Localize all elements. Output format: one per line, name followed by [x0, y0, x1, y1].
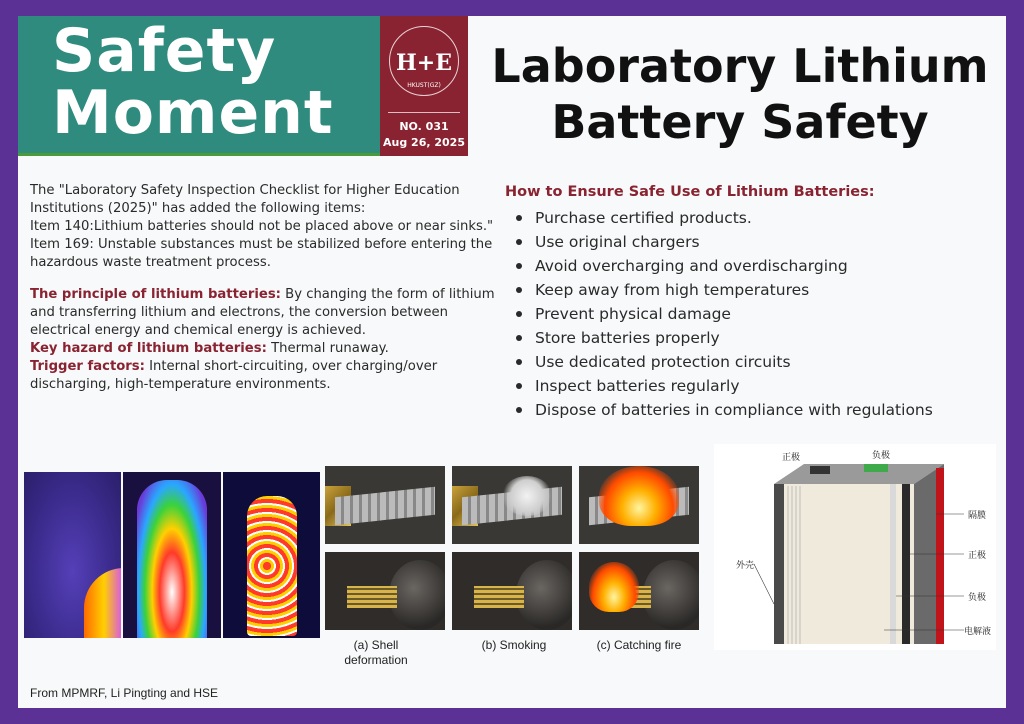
intro-text: [30, 182, 508, 394]
list-item: Purchase certified products.: [505, 206, 995, 230]
thermal-image-3: [223, 472, 320, 638]
triggers-label: Trigger factors:: [30, 359, 145, 374]
principle-paragraph: [30, 286, 508, 340]
issue-number: NO. 031: [399, 120, 449, 133]
hazard-text: Thermal runaway.: [266, 341, 389, 356]
hse-logo-sub: HKUST(GZ): [407, 82, 441, 89]
hazard-paragraph: [30, 340, 508, 358]
list-item: Inspect batteries regularly: [505, 374, 995, 398]
intro-paragraph-2: Item 140:Lithium batteries should not be placed above or near sinks.": [30, 219, 494, 234]
label-electrolyte: 电解液: [964, 627, 992, 637]
issue-date: Aug 26, 2025: [383, 136, 465, 149]
failure-photo-grid: [325, 466, 701, 636]
intro-paragraph-3: Item 169: Unstable substances must be stabilized before entering the hazardous waste treatment process.: [30, 237, 493, 270]
list-item: Use original chargers: [505, 230, 995, 254]
source-credit: From MPMRF, Li Pingting and HSE: [30, 686, 219, 700]
issue-badge: [380, 16, 468, 156]
label-positive-terminal: 正极: [782, 453, 801, 463]
banner-title: Safety Moment: [52, 16, 334, 148]
page-title-line2: Battery Safety: [551, 95, 929, 149]
triggers-paragraph: [30, 358, 508, 394]
photo-deformation-bottom: [325, 552, 445, 630]
caption-catching-fire: (c) Catching fire: [596, 638, 682, 652]
photo-fire-top: [579, 466, 699, 544]
list-item: Keep away from high temperatures: [505, 278, 995, 302]
safe-use-title: How to Ensure Safe Use of Lithium Batteries:: [505, 184, 875, 200]
label-anode: 负极: [968, 593, 987, 603]
hse-logo: H+E: [396, 50, 452, 76]
thermal-images: [24, 472, 320, 638]
principle-label: The principle of lithium batteries:: [30, 287, 281, 302]
label-separator: 隔膜: [968, 511, 987, 521]
caption-smoking: (b) Smoking: [481, 638, 547, 652]
list-item: Dispose of batteries in compliance with regulations: [505, 398, 995, 422]
hazard-label: Key hazard of lithium batteries:: [30, 341, 267, 356]
safe-use-section: [505, 184, 995, 422]
safety-poster: [18, 16, 1006, 708]
photo-deformation-top: [325, 466, 445, 544]
page-title-line1: Laboratory Lithium: [491, 39, 989, 93]
thermal-image-1: [24, 472, 121, 638]
principle-text: By changing the form of lithium and transferring lithium and electrons, the conversion between electrical energy and chemical energy is achieved.: [30, 287, 495, 338]
triggers-text: Internal short-circuiting, over charging/over discharging, high-temperature environments.: [30, 359, 438, 392]
thermal-image-2: [123, 472, 220, 638]
list-item: Avoid overcharging and overdischarging: [505, 254, 995, 278]
safe-use-list: [505, 206, 995, 422]
safety-moment-banner: [18, 16, 380, 156]
list-item: Store batteries properly: [505, 326, 995, 350]
photo-smoking-bottom: [452, 552, 572, 630]
list-item: Prevent physical damage: [505, 302, 995, 326]
battery-structure-diagram: [714, 444, 996, 650]
list-item: Use dedicated protection circuits: [505, 350, 995, 374]
photo-smoking-top: [452, 466, 572, 544]
label-shell: 外壳: [736, 561, 755, 571]
page-title: [480, 38, 1000, 150]
battery-cutaway-icon: [714, 444, 996, 650]
caption-shell-deformation: (a) Shell deformation: [344, 638, 408, 667]
label-cathode: 正极: [968, 551, 987, 561]
label-negative-terminal: 负极: [872, 451, 891, 461]
photo-fire-bottom: [579, 552, 699, 630]
badge-divider: [388, 112, 460, 113]
intro-paragraph-1: The "Laboratory Safety Inspection Checklist for Higher Education Institutions (2025)" has added the following items:: [30, 183, 460, 216]
